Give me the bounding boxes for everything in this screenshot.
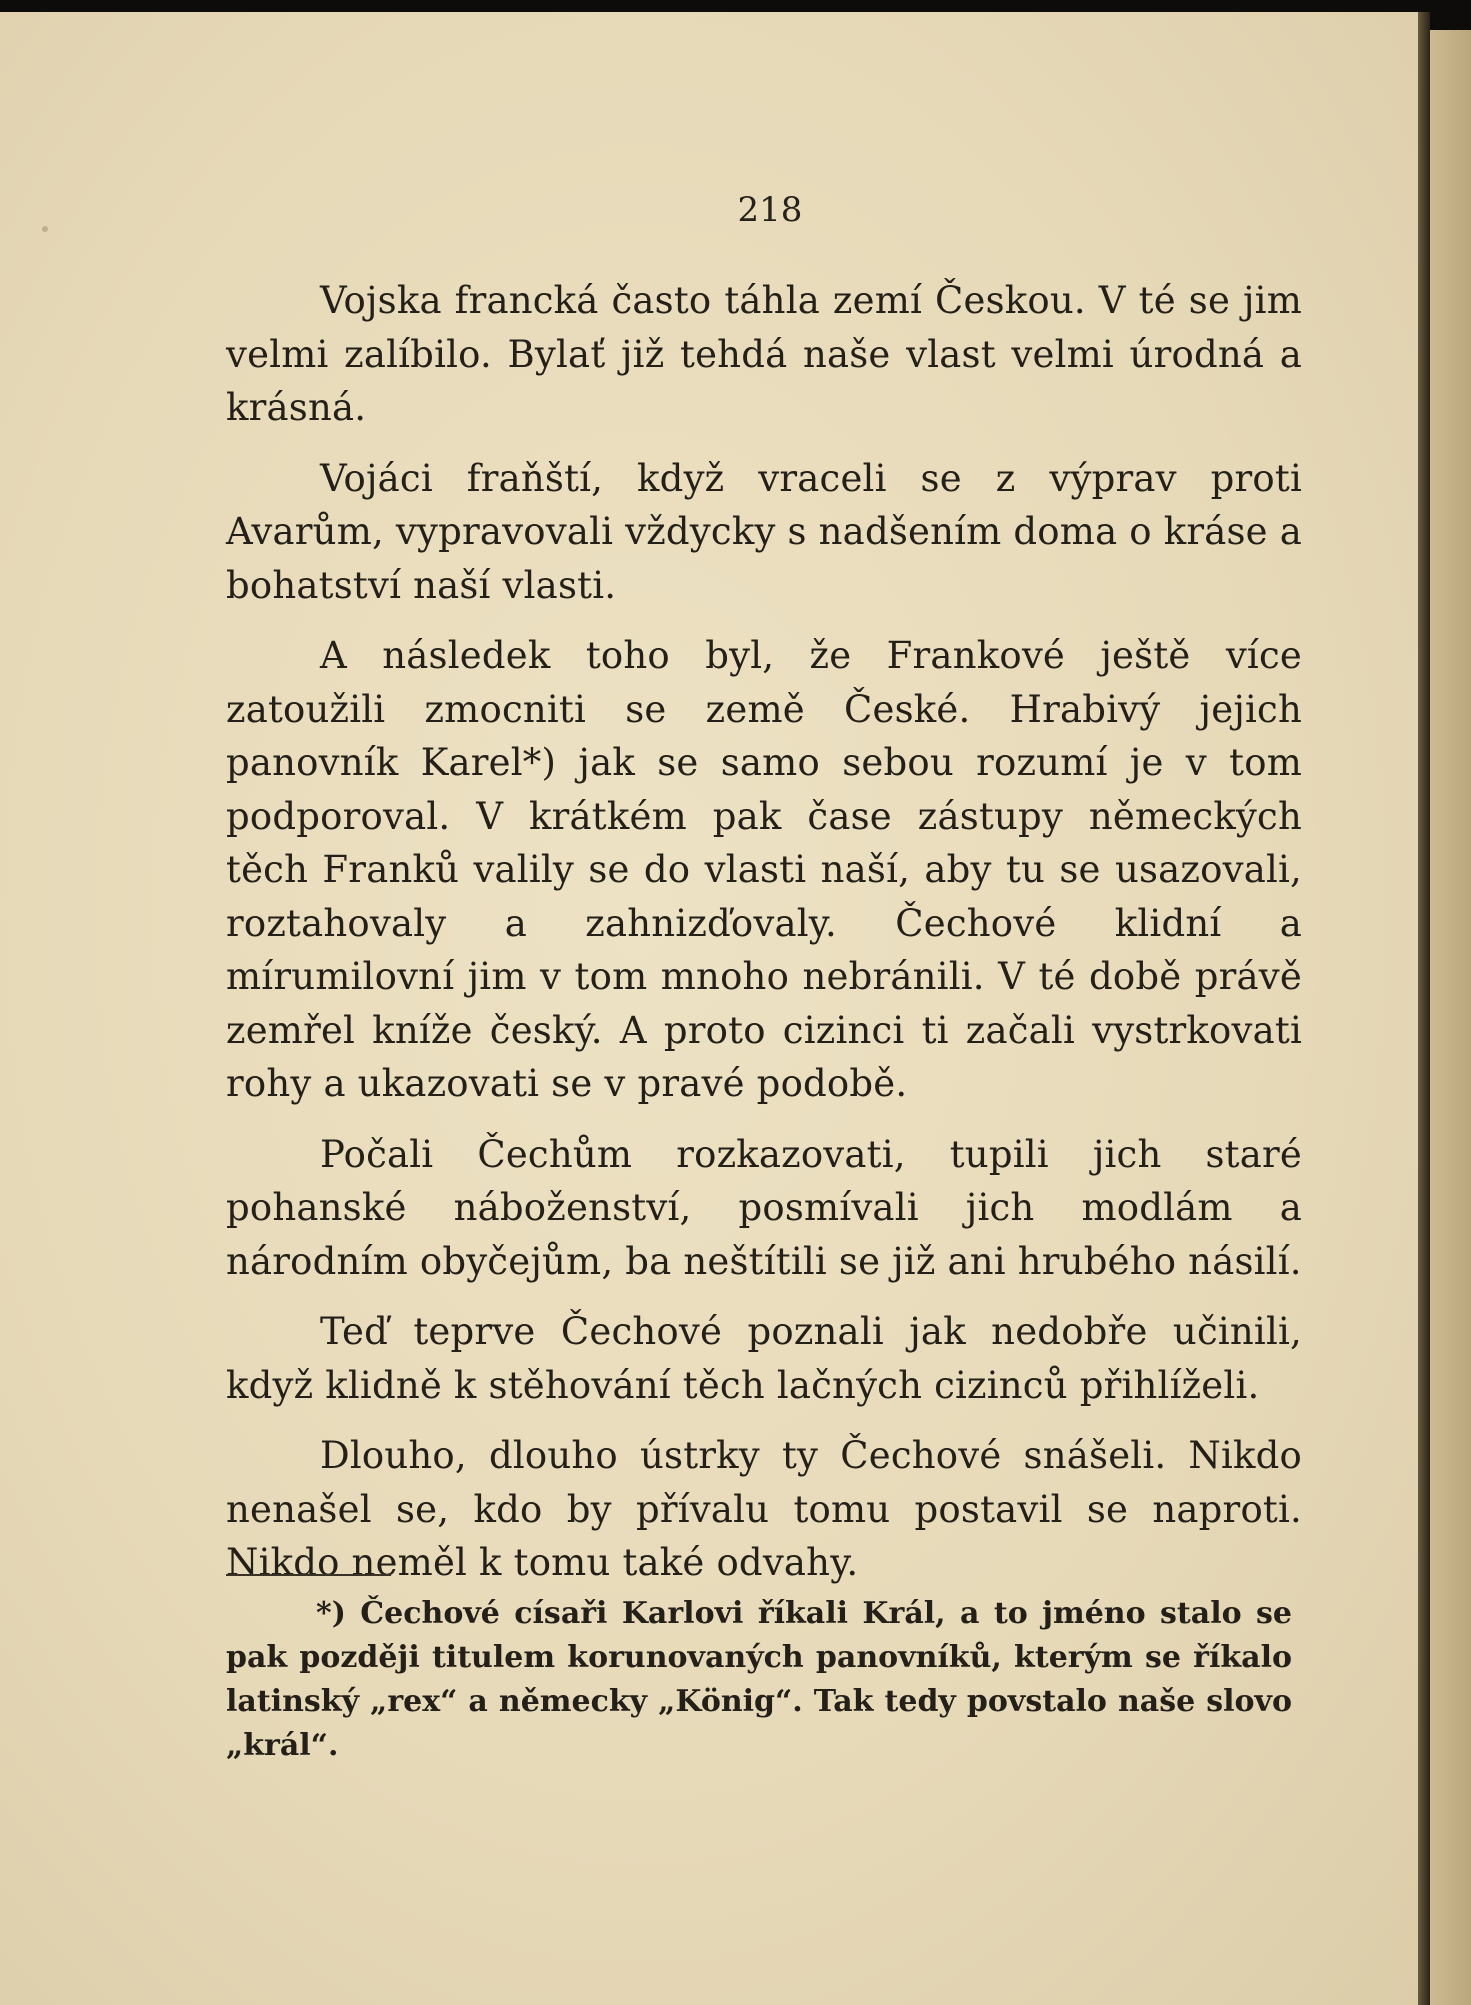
page-number: 218 (737, 190, 803, 230)
paragraph-5: Teď teprve Čechové poznali jak nedobře učinili, když klidně k stěhování těch lačných cizinců přihlíželi. (226, 1310, 1302, 1407)
footnote-separator (226, 1574, 391, 1576)
book-gutter (1418, 12, 1430, 2005)
adjacent-page-edge (1430, 30, 1471, 2005)
paragraph-2: Vojáci fraňští, když vraceli se z výprav proti Avarům, vypravovali vždycky s nadšením doma o kráse a bohatství naší vlasti. (226, 456, 1302, 607)
paragraph-4: Počali Čechům rozkazovati, tupili jich staré pohanské náboženství, posmívali jich modlám a národním obyčejům, ba neštítili se již ani hrubého násilí. (226, 1132, 1302, 1283)
paragraph-3: A následek toho byl, že Frankové ještě více zatoužili zmocniti se země České. Hrabivý jejich panovník Karel*) jak se samo sebou rozumí je v tom podporoval. V krátkém pak čase zástupy německých těch Franků valily se do vlasti naší, aby tu se usazovali, roztahovaly a zahnizďovaly. Čechové klidní a mírumilovní jim v tom mnoho nebránili. V té době právě zemřel kníže český. A proto cizinci ti začali vystrkovati rohy a ukazovati se v pravé podobě. (226, 634, 1302, 1105)
main-text (226, 274, 1302, 1607)
footnote: *) Čechové císaři Karlovi říkali Král, a to jméno stalo se pak později titulem korunovaných panovníků, kterým se říkalo latinský „rex“ a německy „König“. Tak tedy povstalo naše slovo „král“. (226, 1596, 1292, 1763)
paragraph-1: Vojska francká často táhla zemí Českou. V té se jim velmi zalíbilo. Bylať již tehdá naše vlast velmi úrodná a krásná. (226, 279, 1302, 429)
paragraph-6: Dlouho, dlouho ústrky ty Čechové snášeli. Nikdo nenašel se, kdo by přívalu tomu postavil se naproti. Nikdo neměl k tomu také odvahy. (226, 1434, 1302, 1584)
